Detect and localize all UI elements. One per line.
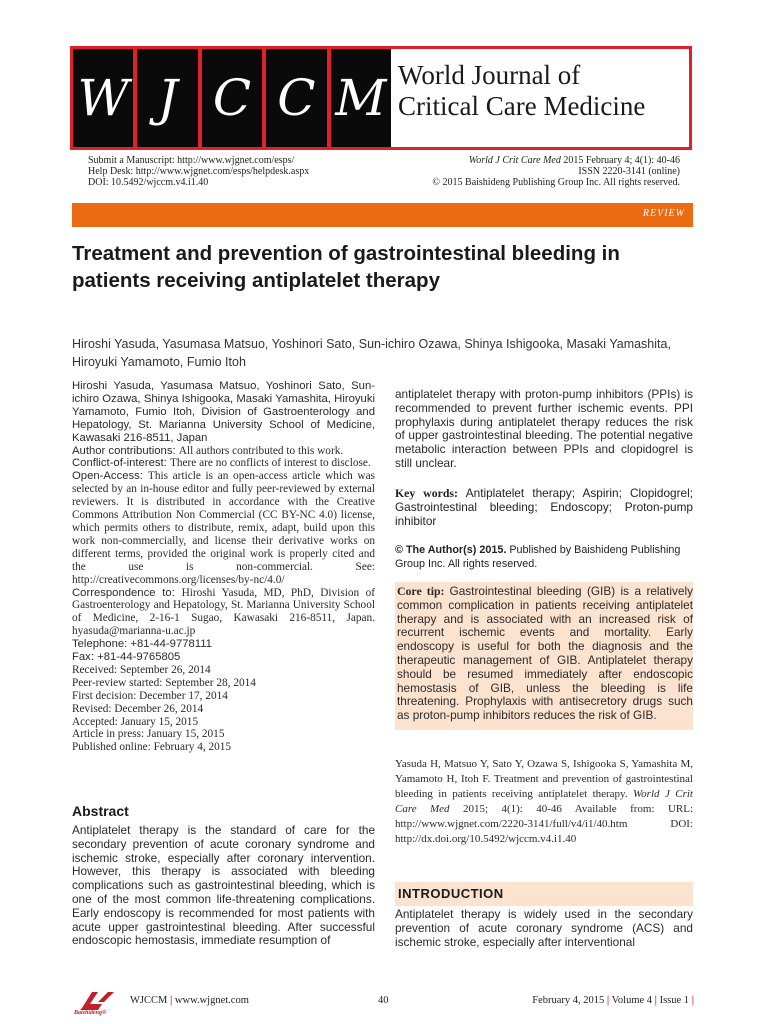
footer-volume: Volume 4	[611, 995, 653, 1006]
journal-cite-rest: 2015 February 4; 4(1): 40-46	[560, 155, 680, 166]
affiliation: Hiroshi Yasuda, Yasumasa Matsuo, Yoshinori Sato, Sun-ichiro Ozawa, Shinya Ishigooka, Masaki Yamashita, Hiroyuki Yamamoto, Fumio Itoh, Division of Gastroenterology and Hepatology, St. Marianna University School of Medicine, Kawasaki 216-8511, Japan	[72, 380, 375, 444]
accepted: Accepted: January 15, 2015	[72, 715, 199, 728]
citation-end: 2015; 4(1): 40-46 Available from: URL: http://www.wjgnet.com/2220-3141/full/v4/i1/40.htm DOI: http://dx.doi.org/10.5492/wjccm.v4.i1.40	[395, 803, 693, 845]
review-bar	[72, 203, 693, 227]
journal-logo	[73, 49, 391, 147]
header-citation	[400, 155, 680, 188]
footer-separator: |	[169, 995, 173, 1006]
citation-start: Yasuda H, Matsuo Y, Sato Y, Ozawa S, Ishigooka S, Yamashita M, Yamamoto H, Itoh F. Treatment and prevention of gastrointestinal bleeding in patients receiving antiplatelet therapy.	[395, 758, 693, 800]
header-links	[88, 155, 408, 188]
keywords-label: Key words:	[395, 486, 466, 500]
received: Received: September 26, 2014	[72, 663, 211, 676]
fax: Fax: +81-44-9765805	[72, 651, 181, 664]
publisher-logo-text: Baishideng®	[74, 1010, 107, 1016]
copyright-rest: Published by Baishideng Publishing Group Inc. All rights reserved.	[395, 544, 681, 570]
logo-letter: W	[73, 49, 137, 147]
abstract-cont-text: antiplatelet therapy with proton-pump inhibitors (PPIs) is recommended to prevent further ischemic events. PPI prophylaxis during antiplatelet therapy reduces the risk of upper gastrointestinal bleeding. The potential negative metabolic interaction between PPIs and clopidogrel is still unclear.	[395, 387, 693, 470]
author-contrib-label: Author contributions:	[72, 444, 179, 457]
conflict-text: There are no conflicts of interest to disclose.	[169, 457, 371, 470]
peer-review-started: Peer-review started: September 28, 2014	[72, 676, 256, 689]
core-tip-label: Core tip:	[397, 584, 450, 598]
open-access	[72, 470, 375, 586]
journal-cite-italic: World J Crit Care Med	[468, 155, 561, 166]
logo-letter: M	[335, 69, 387, 127]
journal-citation	[400, 155, 680, 166]
introduction-text: Antiplatelet therapy is widely used in the secondary prevention of acute coronary syndrome (ACS) and ischemic stroke, especially after interventional	[395, 907, 693, 949]
revised: Revised: December 26, 2014	[72, 702, 204, 715]
footer-date: February 4, 2015	[532, 995, 605, 1006]
journal-name-line2: Critical Care Medicine	[398, 91, 646, 121]
review-label: REVIEW	[642, 208, 685, 219]
conflict-of-interest	[72, 457, 375, 470]
citation	[395, 757, 693, 847]
first-decision: First decision: December 17, 2014	[72, 689, 228, 702]
core-tip-text: Gastrointestinal bleeding (GIB) is a relatively common complication in patients receiving antiplatelet therapy and is associated with an increased risk of recurrent ischemic events and mortality. Early endoscopy is useful for both the diagnosis and the therapeutic management of GIB. Antiplatelet therapy should be resumed immediately after endoscopic hemostasis of GIB, unless the bleeding is life threatening. Prophylaxis with antisecretory drugs such as proton-pump inhibitors reduces the risk of GIB.	[397, 584, 693, 723]
core-tip-box	[395, 582, 693, 730]
introduction-heading: INTRODUCTION	[398, 886, 504, 901]
logo-letter: J	[137, 49, 201, 147]
journal-name-line1: World Journal of	[398, 60, 581, 90]
header-copyright: © 2015 Baishideng Publishing Group Inc. All rights reserved.	[432, 177, 680, 188]
copyright-bold: © The Author(s) 2015.	[395, 544, 507, 556]
keywords-text: Antiplatelet therapy; Aspirin; Clopidogrel; Gastrointestinal bleeding; Endoscopy; Proton-pump inhibitor	[395, 486, 693, 528]
correspondence-label: Correspondence to:	[72, 586, 182, 599]
author-contributions	[72, 445, 375, 458]
open-access-text: This article is an open-access article which was selected by an in-house editor and fully peer-reviewed by external reviewers. It is distributed in accordance with the Creative Commons Attribution Non Commercial (CC BY-NC 4.0) license, which permits others to distribute, remix, adapt, build upon this work non-commercially, and license their derivative works on different terms, provided the original work is properly cited and the use is non-commercial. See: http://creativecommons.org/licenses/by-nc/4.0/	[72, 470, 375, 586]
article-authors: Hiroshi Yasuda, Yasumasa Matsuo, Yoshinori Sato, Sun-ichiro Ozawa, Shinya Ishigooka, Masaki Yamashita, Hiroyuki Yamamoto, Fumio Itoh	[72, 337, 671, 369]
submit-link[interactable]: Submit a Manuscript: http://www.wjgnet.com/esps/	[88, 155, 295, 166]
published-online: Published online: February 4, 2015	[72, 741, 232, 754]
logo-letter: C	[202, 49, 266, 147]
logo-letter: C	[266, 49, 330, 147]
keywords	[395, 487, 693, 528]
abstract-text: Antiplatelet therapy is the standard of care for the secondary prevention of acute coronary syndrome and ischemic stroke, especially after coronary intervention. However, this therapy is associated with bleeding complications such as gastrointestinal bleeding, which is one of the most common life-threatening complications. Early endoscopy is recommended for most patients with acute upper gastrointestinal bleeding. After successful endoscopic hemostasis, immediate resumption of	[72, 823, 375, 948]
correspondence	[72, 587, 375, 639]
journal-name	[398, 60, 688, 122]
footer-journal: WJCCM	[130, 995, 168, 1006]
footer-issue: Issue 1	[659, 995, 690, 1006]
author-contrib-text: All authors contributed to this work.	[178, 444, 344, 457]
publisher-logo-icon	[78, 990, 116, 1012]
conflict-label: Conflict-of-interest:	[72, 457, 170, 470]
footer-left	[130, 995, 249, 1006]
footer-separator: |	[654, 995, 657, 1006]
citation-journal: World J Crit Care Med	[395, 788, 693, 815]
issn: ISSN 2220-3141 (online)	[578, 166, 680, 177]
footer-right	[510, 995, 694, 1006]
abstract-continuation	[395, 388, 693, 471]
article-in-press: Article in press: January 15, 2015	[72, 728, 225, 741]
telephone: Telephone: +81-44-9778111	[72, 638, 212, 651]
footer-separator: |	[691, 995, 694, 1006]
footer-page-number: 40	[378, 995, 389, 1006]
footer-separator: |	[606, 995, 610, 1006]
helpdesk-link[interactable]: Help Desk: http://www.wjgnet.com/esps/helpdesk.aspx	[88, 166, 310, 177]
footer-website[interactable]: www.wjgnet.com	[174, 995, 249, 1006]
doi-label: DOI: 10.5492/wjccm.v4.i1.40	[88, 177, 209, 188]
open-access-label: Open-Access:	[72, 470, 148, 483]
article-title: Treatment and prevention of gastrointestinal bleeding in patients receiving antiplatelet therapy	[72, 242, 620, 292]
article-copyright	[395, 543, 693, 571]
article-info	[72, 380, 375, 754]
correspondence-text: Hiroshi Yasuda, MD, PhD, Division of Gastroenterology and Hepatology, St. Marianna University School of Medicine, 2-16-1 Sugao, Kawasaki 216-8511, Japan. hyasuda@marianna-u.ac.jp	[72, 586, 375, 638]
abstract-heading: Abstract	[72, 803, 129, 819]
